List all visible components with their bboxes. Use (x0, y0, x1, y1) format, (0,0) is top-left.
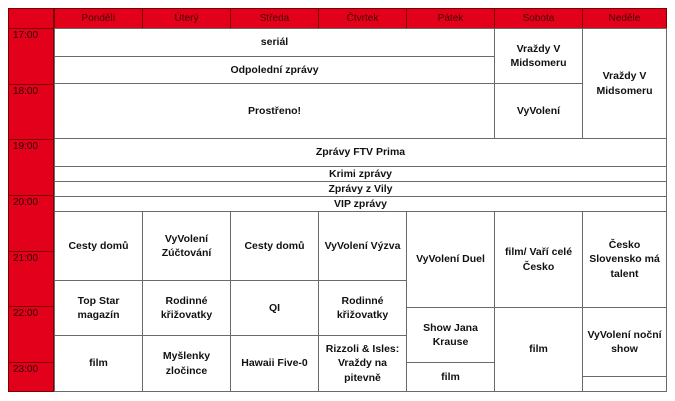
program-vyvoleni-vyzva: VyVolení Výzva (318, 211, 407, 281)
program-vrazdy-v-midsomeru-saturday: Vraždy V Midsomeru (494, 28, 583, 84)
program-zpravy-ftv-prima: Zprávy FTV Prima (54, 138, 667, 167)
program-vrazdy-v-midsomeru-sunday: Vraždy V Midsomeru (582, 28, 667, 139)
program-cesko-slovensko-ma-talent: Česko Slovensko má talent (582, 211, 667, 308)
program-film-monday: film (54, 335, 143, 392)
day-header-friday: Pátek (406, 8, 495, 29)
time-label: 17:00 (13, 30, 39, 41)
time-label: 18:00 (13, 86, 39, 97)
time-divider (9, 139, 55, 140)
time-label: 19:00 (13, 141, 39, 152)
time-divider (9, 306, 55, 307)
program-film-saturday: film (494, 307, 583, 392)
program-serial: seriál (54, 28, 495, 57)
day-header-wednesday: Středa (230, 8, 319, 29)
program-zpravy-z-vily: Zprávy z Vily (54, 181, 667, 197)
program-rizzoli-and-isles: Rizzoli & Isles: Vraždy na pitevně (318, 335, 407, 392)
tv-schedule-grid (8, 8, 667, 392)
time-label: 20:00 (13, 197, 39, 208)
program-vyvoleni-saturday: VyVolení (494, 83, 583, 139)
day-header-sunday: Neděle (582, 8, 667, 29)
program-vyvoleni-zuctovani: VyVolení Zúčtování (142, 211, 231, 281)
program-odpoledni-zpravy: Odpolední zprávy (54, 56, 495, 84)
time-divider (9, 84, 55, 85)
day-header-monday: Pondělí (54, 8, 143, 29)
day-header-tuesday: Úterý (142, 8, 231, 29)
header-corner (8, 8, 54, 29)
time-divider (9, 251, 55, 252)
program-cesty-domu-monday: Cesty domů (54, 211, 143, 281)
time-column (8, 28, 54, 392)
time-divider (9, 195, 55, 196)
program-prostreno: Prostřeno! (54, 83, 495, 139)
day-header-thursday: Čtvrtek (318, 8, 407, 29)
program-vyvoleni-nocni-show: VyVolení noční show (582, 307, 667, 377)
program-film-friday: film (406, 362, 495, 392)
day-header-saturday: Sobota (494, 8, 583, 29)
program-vip-zpravy: VIP zprávy (54, 196, 667, 212)
program-film-vari-cele-cesko: film/ Vaří celé Česko (494, 211, 583, 308)
program-krimi-zpravy: Krimi zprávy (54, 166, 667, 182)
program-top-star-magazin: Top Star magazín (54, 280, 143, 336)
time-divider (9, 362, 55, 363)
time-label: 22:00 (13, 308, 39, 319)
program-rodinne-krizovatky-thursday: Rodinné křižovatky (318, 280, 407, 336)
empty-slot-sunday-late (582, 376, 667, 392)
time-label: 23:00 (13, 364, 39, 375)
time-label: 21:00 (13, 253, 39, 264)
program-show-jana-krause: Show Jana Krause (406, 307, 495, 363)
program-myslenky-zlocince: Myšlenky zločince (142, 335, 231, 392)
program-qi: QI (230, 280, 319, 336)
program-cesty-domu-wednesday: Cesty domů (230, 211, 319, 281)
program-vyvoleni-duel: VyVolení Duel (406, 211, 495, 308)
program-hawaii-five-0: Hawaii Five-0 (230, 335, 319, 392)
program-rodinne-krizovatky-tuesday: Rodinné křižovatky (142, 280, 231, 336)
